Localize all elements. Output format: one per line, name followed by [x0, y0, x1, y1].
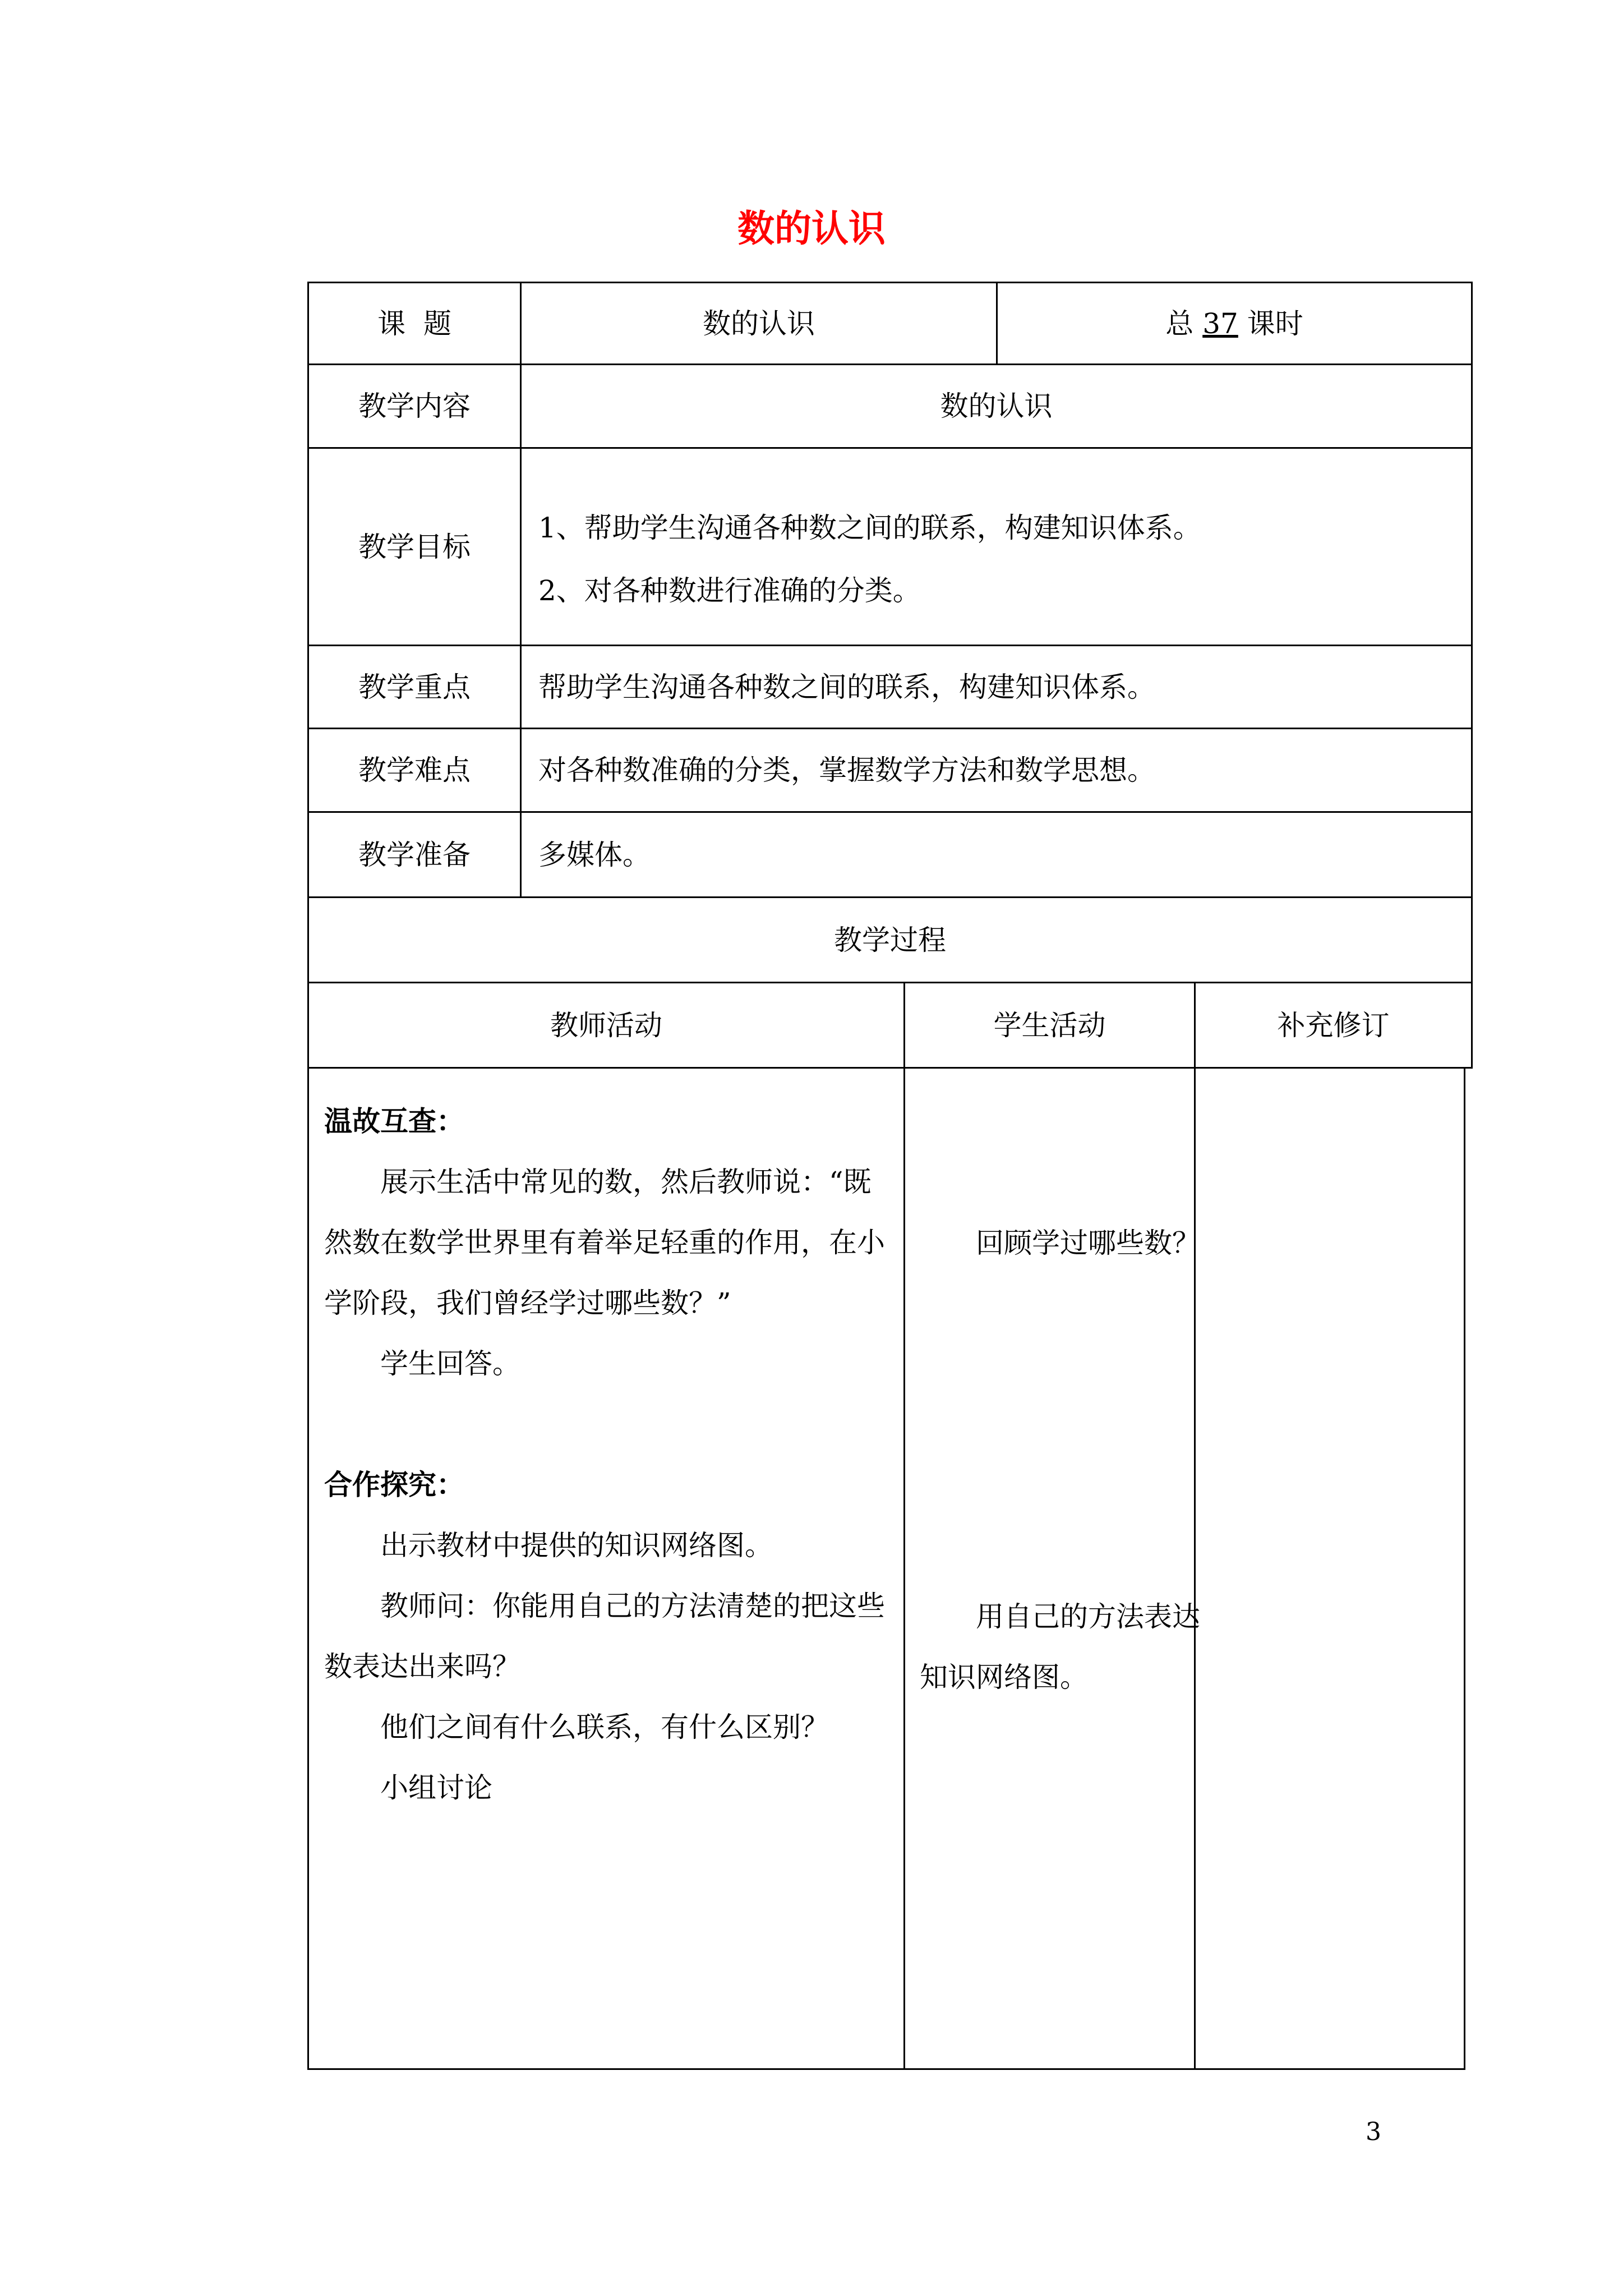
explore-paragraph-1: 出示教材中提供的知识网络图。: [380, 1529, 773, 1562]
process-heading-cell: [307, 896, 1473, 983]
explore-heading: 合作探究：: [324, 1469, 464, 1501]
notes-cell: [1194, 1067, 1465, 2070]
col-teacher-cell: [307, 982, 905, 1069]
col-notes-label: 补充修订: [1277, 1009, 1390, 1042]
page-title: 数的认识: [737, 207, 886, 250]
difficulty-label-cell: [307, 728, 522, 813]
key-label-cell: [307, 645, 522, 729]
content-value-cell: [520, 364, 1473, 449]
prep-label-cell: [307, 811, 522, 898]
student-activity-2: 用自己的方法表达知识网络图。: [920, 1600, 1200, 1694]
spacer: [324, 1394, 896, 1455]
col-student-label: 学生活动: [993, 1009, 1106, 1042]
period-cell: [996, 282, 1473, 365]
teacher-activity-content: [324, 1091, 896, 1818]
goal-item-1: 1、帮助学生沟通各种数之间的联系，构建知识体系。: [538, 512, 1201, 544]
difficulty-label: 教学难点: [358, 754, 471, 786]
page-number: 3: [1366, 2118, 1381, 2146]
content-value: 数的认识: [940, 390, 1053, 422]
goals-label-cell: [307, 447, 522, 646]
prep-value-cell: [520, 811, 1473, 898]
topic-label: 课 题: [377, 307, 451, 340]
col-teacher-label: 教师活动: [550, 1009, 662, 1042]
review-heading: 温故互查：: [324, 1105, 464, 1138]
review-paragraph-2: 学生回答。: [380, 1347, 520, 1380]
period-prefix: 总: [1165, 307, 1194, 340]
difficulty-value: 对各种数准确的分类，掌握数学方法和数学思想。: [538, 754, 1155, 786]
key-value-cell: [520, 645, 1473, 729]
difficulty-value-cell: [520, 728, 1473, 813]
explore-paragraph-4: 小组讨论: [380, 1772, 492, 1804]
topic-label-cell: [307, 282, 522, 365]
goals-list: [538, 496, 1201, 622]
key-value: 帮助学生沟通各种数之间的联系，构建知识体系。: [538, 670, 1155, 703]
content-label: 教学内容: [358, 390, 471, 422]
prep-label: 教学准备: [358, 838, 471, 871]
col-notes-cell: [1194, 982, 1473, 1069]
topic-value-cell: [520, 282, 998, 365]
period-suffix: 课时: [1247, 307, 1303, 340]
review-paragraph-1: 展示生活中常见的数，然后教师说：“既然数在数学世界里有着举足轻重的作用，在小学阶段，我们曾经学过哪些数？”: [324, 1166, 885, 1319]
explore-paragraph-2: 教师问：你能用自己的方法清楚的把这些数表达出来吗？: [324, 1590, 885, 1683]
key-label: 教学重点: [358, 670, 471, 703]
student-activity-1: 回顾学过哪些数？: [976, 1227, 1200, 1259]
topic-value: 数的认识: [703, 307, 815, 340]
explore-paragraph-3: 他们之间有什么联系，有什么区别？: [380, 1711, 829, 1743]
process-heading: 教学过程: [834, 923, 946, 956]
period-number: 37: [1202, 307, 1238, 340]
goal-item-2: 2、对各种数进行准确的分类。: [538, 574, 921, 607]
prep-value: 多媒体。: [538, 838, 651, 871]
col-student-cell: [903, 982, 1196, 1069]
goals-label: 教学目标: [358, 530, 471, 563]
content-label-cell: [307, 364, 522, 449]
